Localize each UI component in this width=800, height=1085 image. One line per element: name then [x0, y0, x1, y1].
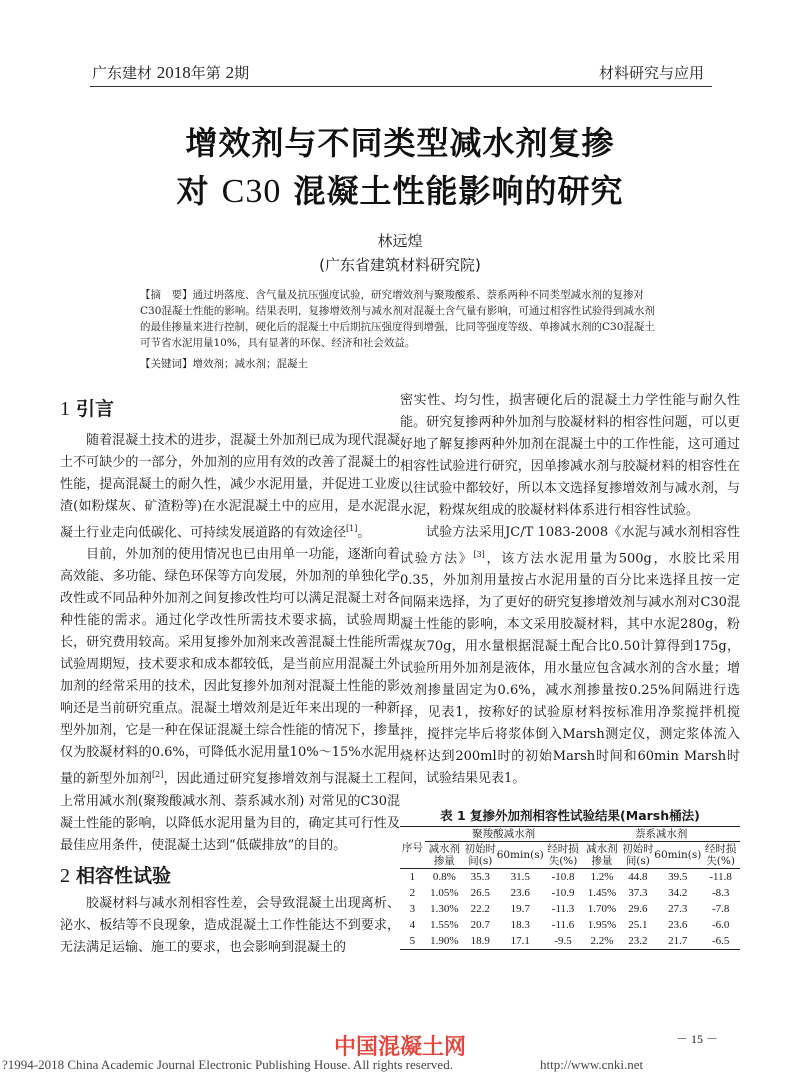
cell-dose-naph: 1.45%: [587, 887, 617, 899]
cell-dose-pce: 1.55%: [430, 919, 459, 931]
cnki-link[interactable]: http://www.cnki.net: [540, 1057, 644, 1072]
cell-loss-pce: -11.6: [551, 919, 575, 931]
abstract-tag: 【摘 要】: [140, 289, 193, 301]
cell-60-naph: 39.5: [668, 871, 688, 883]
caption-text: 复掺外加剂相容性试验结果(: [470, 808, 626, 823]
table-row: [400, 885, 740, 901]
paper-title-line2: [0, 166, 800, 212]
cell-dose-pce: 0.8%: [432, 871, 456, 883]
page-number: － 15 －: [675, 1032, 718, 1046]
para-text: ，因此通过研究复掺增效剂与混凝土工程上常用减水剂(聚羧酸减水剂、萘系减水剂) 对常见的C30混凝土性能的影响，以降低水泥用量为目的，确定其可行性及最佳应用条件，使混凝土达到“低碳排放”的目的。: [60, 771, 400, 853]
section-2-paragraph-1-cont: 密实性、均匀性，损害硬化后的混凝土力学性能与耐久性能。研究复掺两种外加剂与胶凝材料的相容性问题，可以更好地了解复掺两种外加剂在混凝土中的工作性能，这可通过相容性试验进行研究，因单掺减水剂与胶凝材料的相容性在以往试验中都较好，所以本文选择复掺增效剂与减水剂，与水泥，粉煤灰组成的胶凝材料体系进行相容性试验。: [400, 393, 740, 518]
header-rule: [90, 86, 712, 87]
cell-dose-pce: 1.90%: [430, 935, 459, 947]
para-text: 试验方法采用JC/T 1083-2008《水泥与减水剂相容性试验方法》: [400, 525, 740, 567]
cell-60-pce: 18.3: [510, 919, 530, 931]
cell-init-pce: 35.3: [470, 871, 490, 883]
cell-loss-naph: -6.0: [711, 919, 730, 931]
section-name: 材料研究与应用: [598, 64, 704, 82]
journal-header: [92, 62, 249, 83]
para-text: 。: [357, 525, 371, 541]
col-header-init: 初始时间(s): [464, 843, 497, 867]
cell-loss-naph: -11.8: [709, 871, 732, 883]
cell-60-pce: 17.1: [510, 935, 530, 947]
cell-60-naph: 34.2: [668, 887, 688, 899]
cell-60-naph: 23.6: [668, 919, 688, 931]
cell-init-naph: 29.6: [628, 903, 648, 915]
cell-init-pce: 18.9: [470, 935, 490, 947]
cell-dose-pce: 1.30%: [430, 903, 459, 915]
abstract-text: 通过坍落度、含气量及抗压强度试验，研究增效剂与聚羧酸系、萘系两种不同类型减水剂的复掺对C30混凝土性能的影响。结果表明，复掺增效剂与减水剂对混凝土含气量有影响，可通过相容性试验得到减水剂的最佳掺量来进行控制，硬化后的混凝土中后期抗压强度得到增强，比同等强度等级、单掺减水剂的C30混凝土可节省水泥用量10%，具有显著的环保、经济和社会效益。: [140, 289, 655, 349]
cell-dose-pce: 1.05%: [430, 887, 459, 899]
caption-suffix: 桶法): [669, 808, 700, 823]
cell-60-pce: 23.6: [510, 887, 530, 899]
cell-init-naph: 37.3: [628, 887, 648, 899]
group-header-pce: 聚羧酸减水剂: [425, 827, 583, 842]
cell-no: 3: [409, 903, 416, 915]
para-text: 随着混凝土技术的进步，混凝土外加剂已成为现代混凝土不可缺少的一部分，外加剂的应用有效的改善了混凝土的性能，提高混凝土的耐久性，减少水泥用量，并促进工业废渣(如粉煤灰、矿渣粉等)在水泥混凝土中的应用，是水泥混凝土行业走向低碳化、可持续发展道路的有效途径: [60, 433, 400, 541]
cell-init-pce: 20.7: [470, 919, 490, 931]
keywords-text: 增效剂；减水剂；混凝土: [192, 358, 308, 370]
cell-loss-pce: -11.3: [551, 903, 575, 915]
group-header-naph: 萘系减水剂: [582, 827, 740, 842]
paper-title-line1: 增效剂与不同类型减水剂复掺: [185, 124, 615, 162]
section-1-number: 1: [60, 398, 70, 420]
caption-number: 1: [456, 808, 466, 823]
citation: [2]: [152, 770, 164, 780]
cell-init-pce: 22.2: [470, 903, 490, 915]
cell-dose-naph: 1.2%: [590, 871, 614, 883]
author-affiliation: (广东省建筑材料研究院): [319, 256, 481, 274]
section-1-paragraph-1: [60, 430, 400, 544]
section-2-number: 2: [60, 864, 70, 887]
col-header-loss: 经时损失(%): [547, 843, 579, 867]
section-1-title: 引言: [76, 398, 115, 420]
cell-loss-naph: -6.5: [711, 935, 730, 947]
cell-no: 1: [409, 871, 416, 883]
col-header-loss: 经时损失(%): [704, 843, 737, 867]
journal-issue-label: 年第: [190, 64, 221, 82]
cell-60-naph: 21.7: [668, 935, 688, 947]
journal-issue-suffix: 期: [234, 64, 250, 82]
cell-dose-naph: 2.2%: [590, 935, 614, 947]
col-header-60min: 60min(s): [654, 849, 702, 861]
cell-init-naph: 44.8: [628, 871, 648, 883]
section-2-heading: [60, 865, 400, 887]
caption-prefix: 表: [440, 808, 453, 823]
cell-loss-pce: -9.5: [554, 935, 572, 947]
cell-init-pce: 26.5: [470, 887, 490, 899]
cell-60-naph: 27.3: [668, 903, 688, 915]
cell-60-pce: 19.7: [510, 903, 530, 915]
para-text: 目前，外加剂的使用情况也已由用单一功能，逐渐向着高效能、多功能、绿色环保等方向发展，外加剂的单独化学改性或不同品种外加剂之间复掺改性均可以满足混凝土对各种性能的需求。通过化学改性所需技术要求搞，试验周期长，研究费用较高。采用复掺外加剂来改善混凝土性能所需试验周期短，技术要求和成本都较低，是当前应用混凝土外加剂的经常采用的技术，因此复掺外加剂对混凝土性能的影响还是当前研究重点。混凝土增效剂是近年来出现的一种新型外加剂，它是一种在保证混凝土综合性能的情况下，掺量仅为胶凝材料的0.6%，可降低水泥用量10%～15%水泥用量的新型外加剂: [60, 547, 400, 787]
col-header-dose: 减水剂掺量: [428, 843, 461, 867]
cell-dose-naph: 1.70%: [587, 903, 617, 915]
section-2-paragraph-1-start: 胶凝材料与减水剂相容性差，会导致混凝土出现离析、泌水、板结等不良现象，造成混凝土工作性能达不到要求，无法满足运输、施工的要求，也会影响到混凝土的: [60, 895, 400, 955]
keywords: [140, 356, 660, 371]
cell-loss-pce: -10.9: [551, 887, 575, 899]
left-column: [60, 398, 400, 959]
para-text: ，该方法水泥用量为500g，水胶比采用0.35，外加剂用量按占水泥用量的百分比来选择且按一定间隔来选择，为了更好的研究复掺增效剂与减水剂对C30混凝土性能的影响，本文采用胶凝材料，其中水泥280g，粉煤灰70g，用水量根据混凝土配合比0.50计算得到175g，试验所用外加剂是液体，用水量应包含减水剂的含水量；增效剂掺量固定为0.6%，减水剂掺量按0.25%间隔进行选择，见表1，按称好的试验原材料按标准用净浆搅拌机搅拌，搅拌完毕后将浆体倒入Marsh测定仪，测定浆体流入烧杯达到200ml时的初始Marsh时间和60min Marsh时间，试验结果见表1。: [400, 551, 740, 787]
col-header-no: 序号: [400, 827, 425, 869]
citation: [1]: [346, 524, 358, 533]
col-header-init: 初始时间(s): [622, 843, 654, 867]
caption-marsh: Marsh: [625, 808, 670, 823]
author-name: 林远煌: [377, 232, 423, 250]
cell-loss-naph: -8.3: [711, 887, 730, 899]
copyright-text: ?1994-2018 China Academic Journal Electronic Publishing House. All rights reserved.: [2, 1057, 453, 1072]
compatibility-table: [400, 826, 740, 950]
cell-loss-naph: -7.8: [711, 903, 730, 915]
cell-loss-pce: -10.8: [551, 871, 575, 883]
title-line2-suffix: 混凝土性能影响的研究: [293, 172, 624, 210]
title-line2-grade: C30: [221, 173, 282, 210]
right-column: [400, 390, 740, 790]
col-header-dose: 减水剂掺量: [586, 843, 618, 867]
abstract: [140, 287, 660, 351]
table-row: [400, 917, 740, 933]
cell-no: 5: [409, 935, 416, 947]
section-1-heading: [60, 398, 400, 420]
keywords-tag: 【关键词】: [140, 358, 193, 370]
watermark-logo: 中国混凝土网: [333, 1035, 466, 1060]
section-2-paragraph-2: [400, 522, 740, 790]
table-caption: [400, 806, 740, 824]
col-header-60min: 60min(s): [496, 849, 544, 861]
table-row: [400, 933, 740, 950]
section-1-paragraph-2: [60, 544, 400, 856]
cell-init-naph: 23.2: [628, 935, 648, 947]
cell-no: 4: [409, 919, 416, 931]
table-row: [400, 869, 740, 886]
cell-60-pce: 31.5: [510, 871, 530, 883]
journal-issue-number: 2: [225, 63, 235, 82]
journal-name: 广东建材: [92, 64, 153, 82]
citation: [3]: [473, 550, 485, 559]
section-2-title: 相容性试验: [76, 864, 172, 887]
cell-no: 2: [409, 887, 416, 899]
journal-year: 2018: [156, 63, 191, 82]
cell-dose-naph: 1.95%: [587, 919, 617, 931]
title-line2-prefix: 对: [176, 172, 210, 210]
cell-init-naph: 25.1: [628, 919, 648, 931]
table-row: [400, 901, 740, 917]
